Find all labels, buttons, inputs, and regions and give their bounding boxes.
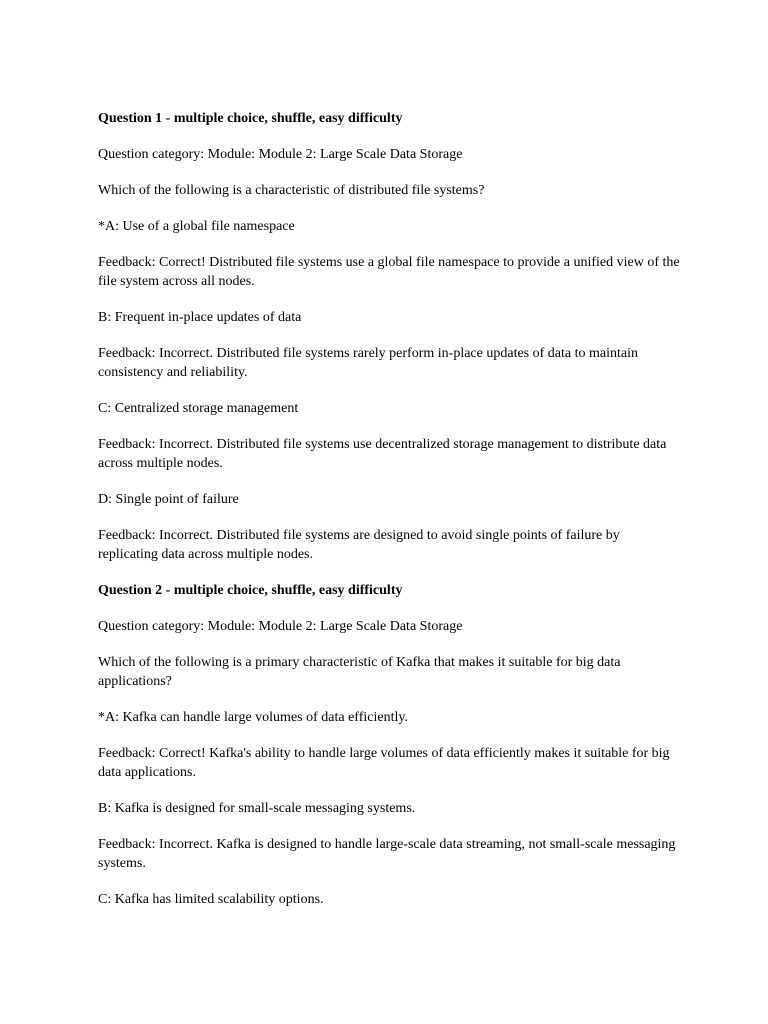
answer-option: D: Single point of failure xyxy=(98,492,239,507)
question-heading: Question 2 - multiple choice, shuffle, easy difficulty xyxy=(98,583,403,598)
question-block xyxy=(98,581,683,909)
answer-feedback: Feedback: Incorrect. Distributed file systems rarely perform in-place updates of data to maintain consistency and reliability. xyxy=(98,346,638,380)
answer-feedback: Feedback: Incorrect. Kafka is designed to handle large-scale data streaming, not small-scale messaging systems. xyxy=(98,837,676,871)
question-category: Question category: Module: Module 2: Large Scale Data Storage xyxy=(98,147,463,162)
question-category: Question category: Module: Module 2: Large Scale Data Storage xyxy=(98,619,463,634)
answer-feedback: Feedback: Incorrect. Distributed file systems use decentralized storage management to distribute data across multiple nodes. xyxy=(98,437,667,471)
answer-option: *A: Kafka can handle large volumes of data efficiently. xyxy=(98,710,408,725)
document-page xyxy=(98,109,683,926)
question-prompt: Which of the following is a primary characteristic of Kafka that makes it suitable for big data applications? xyxy=(98,655,621,689)
answer-option: B: Frequent in-place updates of data xyxy=(98,310,302,325)
question-prompt: Which of the following is a characteristic of distributed file systems? xyxy=(98,183,485,198)
answer-option: B: Kafka is designed for small-scale messaging systems. xyxy=(98,801,416,816)
answer-option: C: Kafka has limited scalability options. xyxy=(98,892,324,907)
question-block xyxy=(98,109,683,564)
answer-feedback: Feedback: Correct! Distributed file systems use a global file namespace to provide a unified view of the file system across all nodes. xyxy=(98,255,680,289)
answer-feedback: Feedback: Incorrect. Distributed file systems are designed to avoid single points of failure by replicating data across multiple nodes. xyxy=(98,528,620,562)
answer-feedback: Feedback: Correct! Kafka's ability to handle large volumes of data efficiently makes it suitable for big data applications. xyxy=(98,746,670,780)
answer-option: C: Centralized storage management xyxy=(98,401,299,416)
question-heading: Question 1 - multiple choice, shuffle, easy difficulty xyxy=(98,111,403,126)
answer-option: *A: Use of a global file namespace xyxy=(98,219,295,234)
